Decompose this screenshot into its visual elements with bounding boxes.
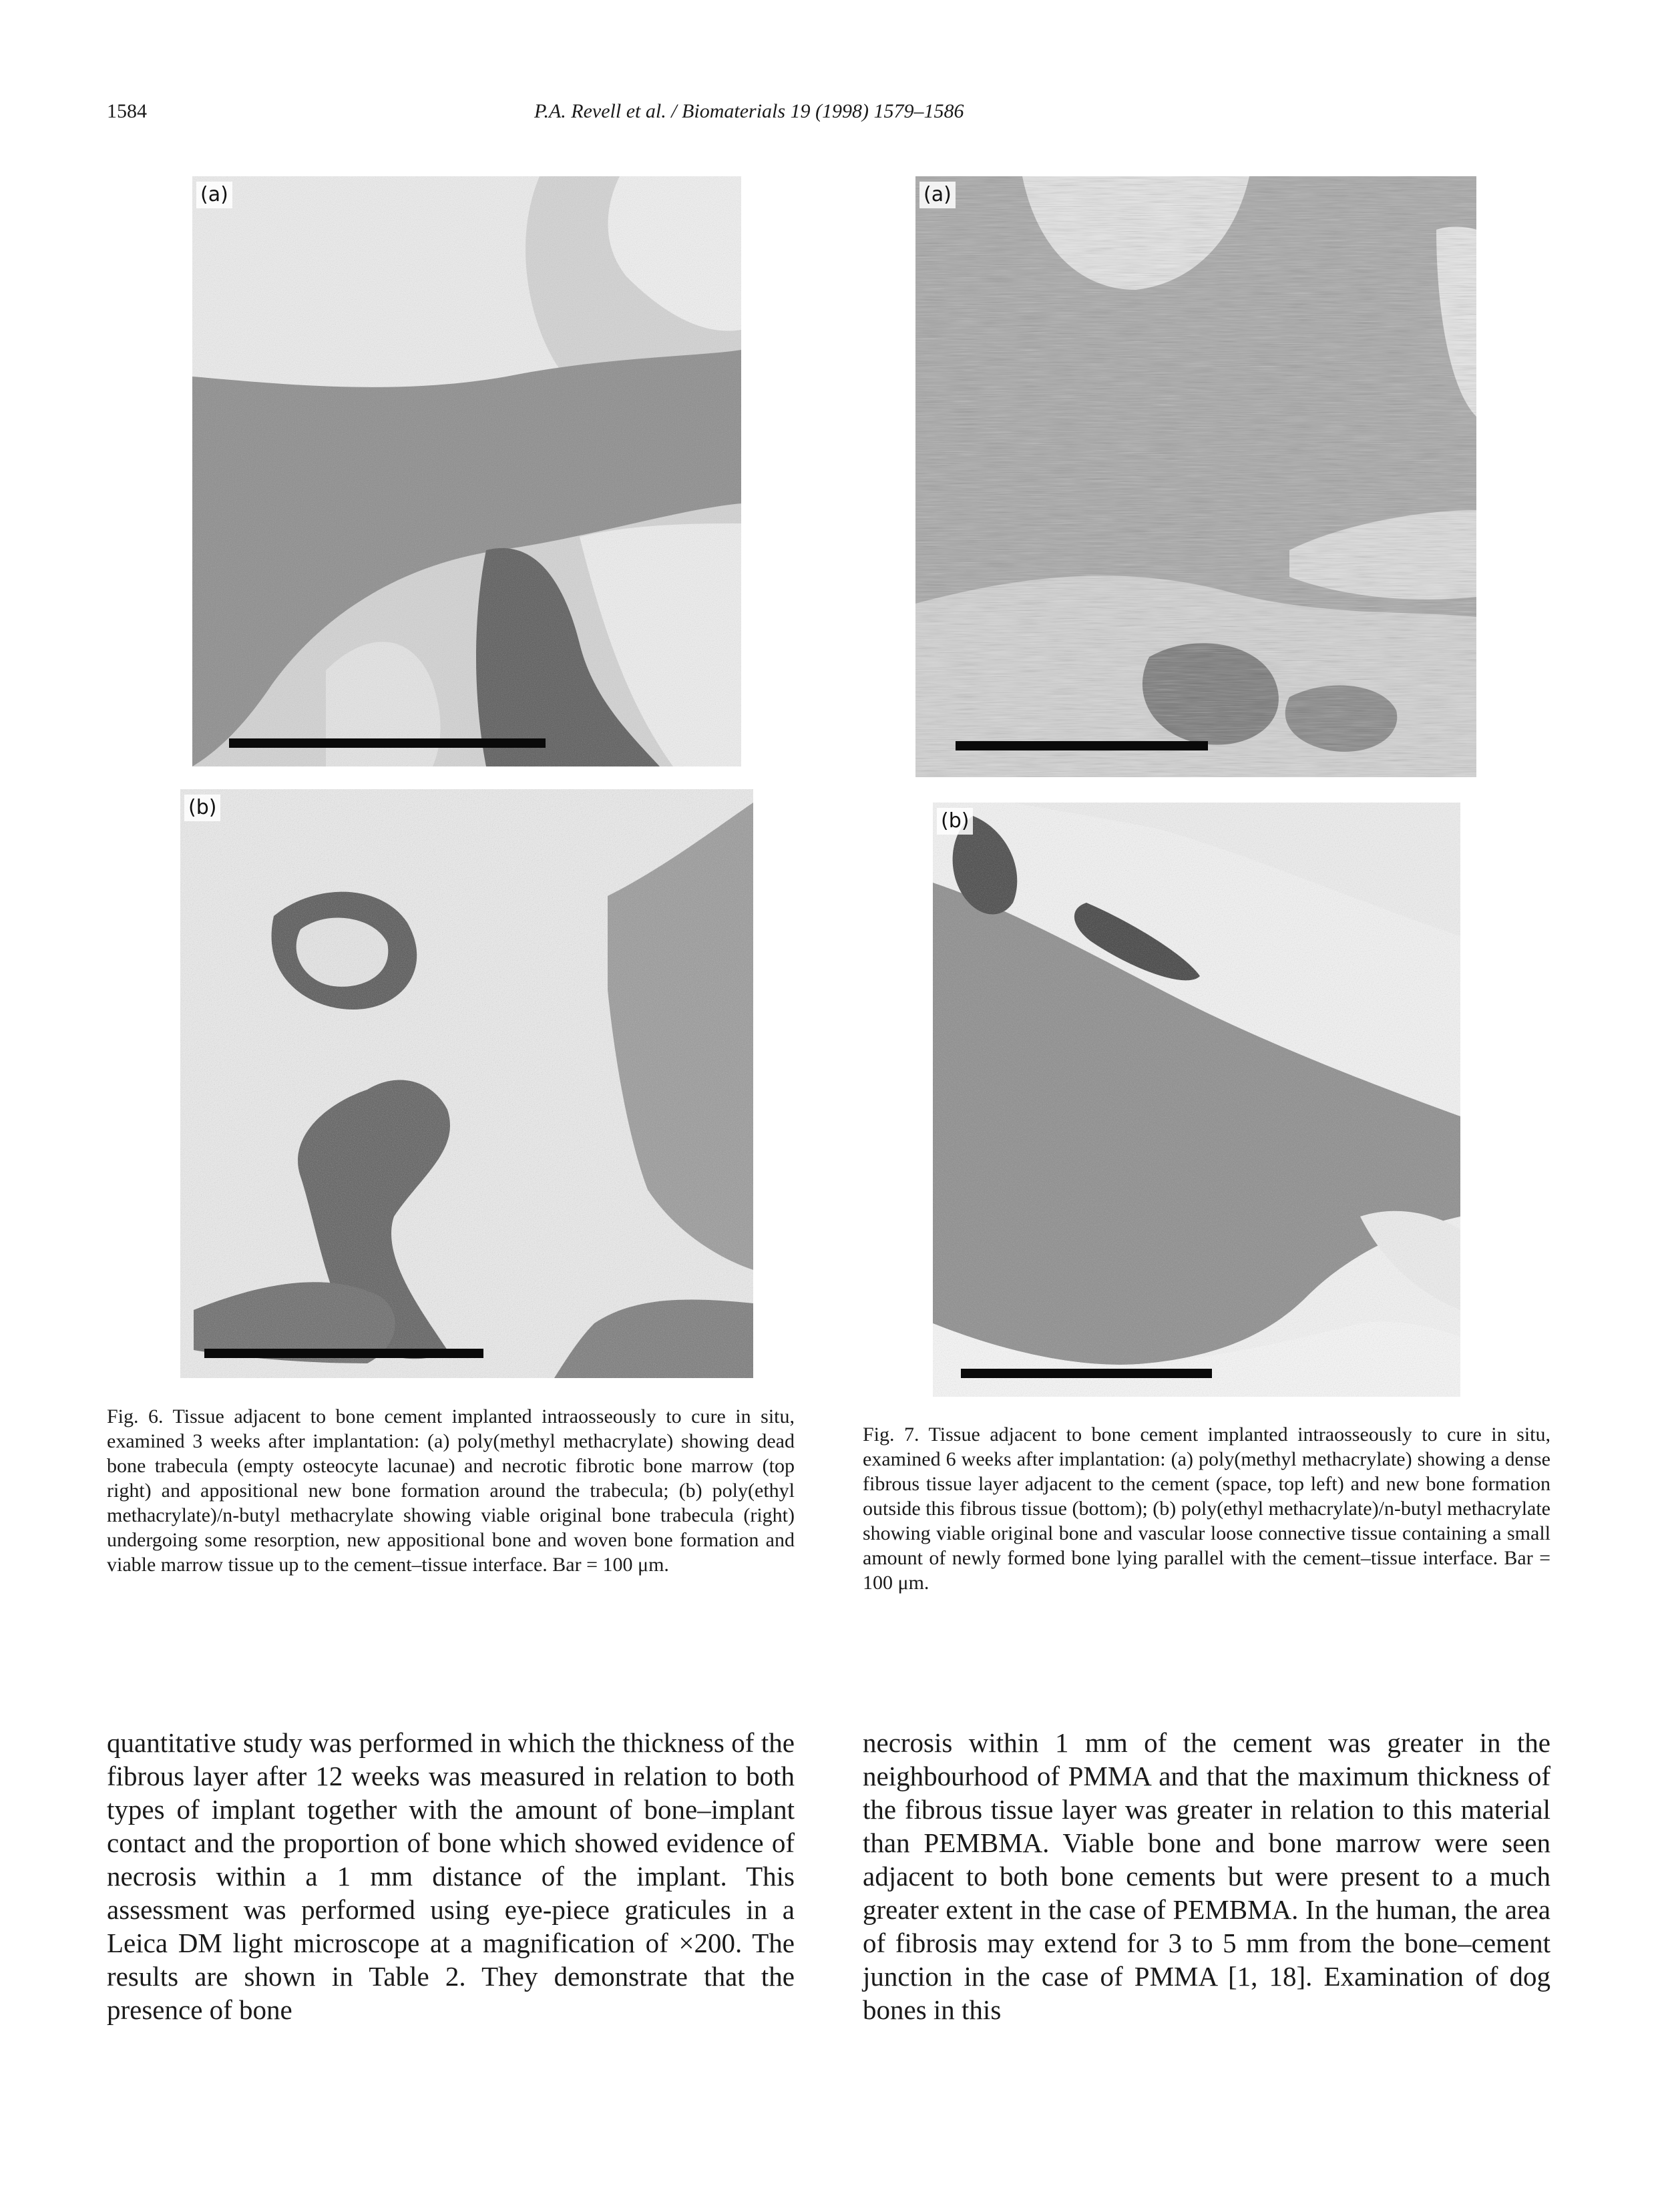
micrograph-image (933, 803, 1460, 1397)
figure-6a-micrograph (192, 176, 741, 766)
panel-label-6a: (a) (196, 182, 232, 208)
caption-text: Fig. 7. Tissue adjacent to bone cement implanted intraosseously to cure in situ, examined 6 weeks after implantation: (a) poly(methyl methacrylate) showing a dense fibrous tissue layer adjacent to the cement (space, top left) and new bone formation outside this fibrous tissue (bottom); (b) poly(ethyl methacrylate)/n-butyl methacrylate showing viable original bone and vascular loose connective tissue containing a small amount of newly formed bone lying parallel with the cement–tissue interface. Bar = 100 μm. (863, 1423, 1550, 1594)
paragraph: quantitative study was performed in which the thickness of the fibrous layer after 12 weeks was measured in relation to both types of implant together with the amount of bone–implant contact and the proportion of bone which showed evidence of necrosis within a 1 mm distance of the implant. This assessment was performed using eye-piece graticules in a Leica DM light microscope at a magnification of ×200. The results are shown in Table 2. They demonstrate that the presence of bone (107, 1727, 795, 2025)
scale-bar (961, 1369, 1212, 1378)
panel-label-7b: (b) (937, 808, 973, 835)
panel-label-6b: (b) (184, 795, 220, 821)
body-text-left-column (107, 1726, 795, 2026)
micrograph-image (192, 176, 741, 766)
figure-6b-micrograph (180, 789, 753, 1378)
scale-bar (956, 741, 1208, 750)
micrograph-image (915, 176, 1476, 777)
figure-7a-micrograph (915, 176, 1476, 777)
scale-bar (204, 1349, 483, 1358)
scale-bar (229, 738, 546, 748)
page-header (0, 100, 1658, 134)
figure-6-caption (107, 1404, 795, 1577)
paragraph: necrosis within 1 mm of the cement was greater in the neighbourhood of PMMA and that the maximum thickness of the fibrous tissue layer was greater in relation to this material than PEMBMA. Viable bone and bone marrow were seen adjacent to both bone cements but were present to a much greater extent in the case of PEMBMA. In the human, the area of fibrosis may extend for 3 to 5 mm from the bone–cement junction in the case of PMMA [1, 18]. Examination of dog bones in this (863, 1727, 1550, 2025)
body-text-right-column (863, 1726, 1550, 2026)
micrograph-image (180, 789, 753, 1378)
caption-text: Fig. 6. Tissue adjacent to bone cement implanted intraosseously to cure in situ, examined 3 weeks after implantation: (a) poly(methyl methacrylate) showing dead bone trabecula (empty osteocyte lacunae) and necrotic fibrotic bone marrow (top right) and appositional new bone formation around the trabecula; (b) poly(ethyl methacrylate)/n-butyl methacrylate showing viable original bone trabecula (right) undergoing some resorption, new appositional bone and woven bone formation and viable marrow tissue up to the cement–tissue interface. Bar = 100 μm. (107, 1405, 795, 1576)
running-head: P.A. Revell et al. / Biomaterials 19 (1998) 1579–1586 (534, 100, 964, 122)
figure-7b-micrograph (933, 803, 1460, 1397)
page-number: 1584 (107, 100, 147, 122)
figure-7-caption (863, 1422, 1550, 1595)
panel-label-7a: (a) (919, 182, 956, 208)
